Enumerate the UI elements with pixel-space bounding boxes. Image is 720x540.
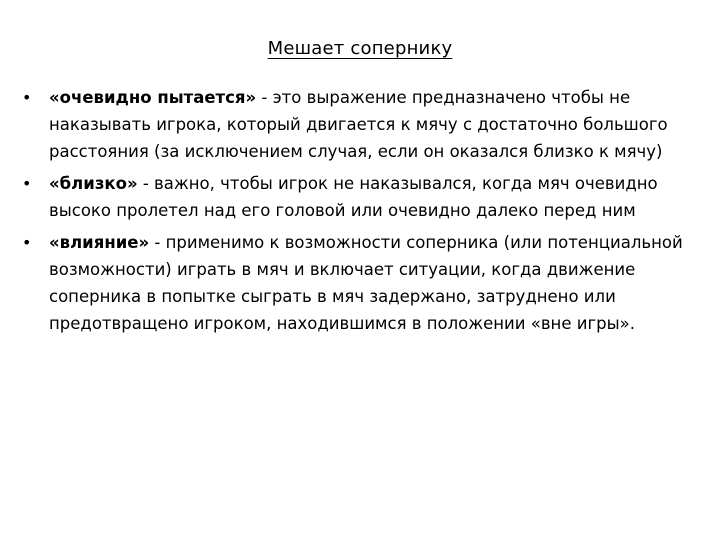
bullet-text: - важно, чтобы игрок не наказывался, когда мяч очевидно высоко пролетел над его головой или очевидно далеко перед ним: [49, 174, 658, 220]
bullet-marker: •: [22, 233, 32, 252]
bullet-marker: •: [22, 88, 32, 107]
bullet-item-obviously-attempts: [22, 84, 702, 165]
bullet-marker: •: [22, 174, 32, 193]
bullet-text: - это выражение предназначено чтобы не наказывать игрока, который двигается к мячу с достаточно большого расстояния (за исключением случая, если он оказался близко к мячу): [49, 88, 668, 161]
bullet-item-impact: [22, 229, 702, 337]
bullet-text: - применимо к возможности соперника (или потенциальной возможности) играть в мяч и включает ситуации, когда движение соперника в попытке сыграть в мяч задержано, затруднено или предотвращено игроком, находившимся в положении «вне игры».: [49, 233, 683, 333]
bullet-term: «близко»: [49, 174, 138, 193]
bullet-term: «очевидно пытается»: [49, 88, 257, 107]
bullet-list: [22, 84, 702, 342]
bullet-item-close: [22, 170, 702, 224]
bullet-term: «влияние»: [49, 233, 150, 252]
slide-title: Мешает сопернику: [267, 38, 453, 59]
